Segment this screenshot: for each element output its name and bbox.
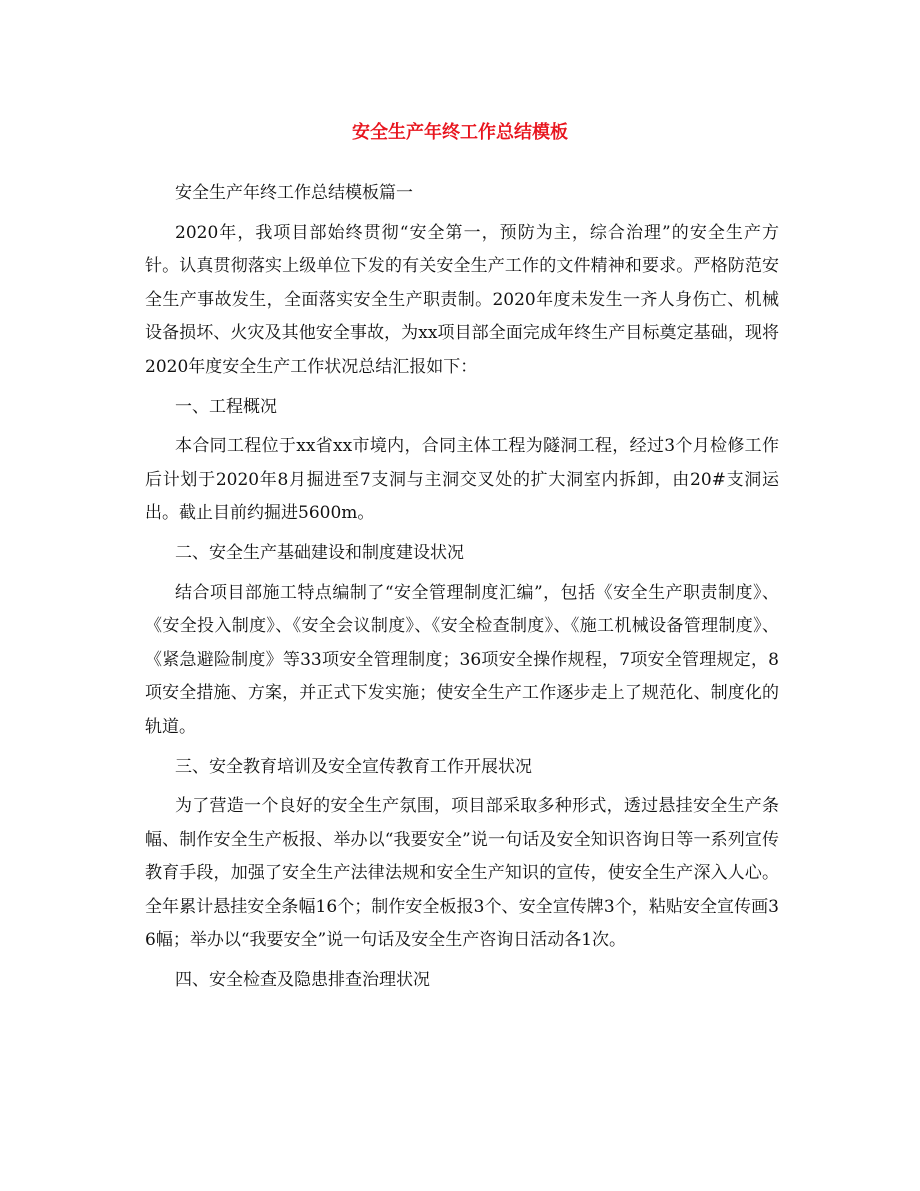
section-heading-part-one: 安全生产年终工作总结模板篇一 xyxy=(175,183,413,203)
document-title: 安全生产年终工作总结模板 xyxy=(352,122,568,143)
section-heading-project-overview: 一、工程概况 xyxy=(175,396,277,417)
intro-paragraph: 2020年，我项目部始终贯彻“安全第一，预防为主，综合治理”的安全生产方针。认真贯彻落实上级单位下发的有关安全生产工作的文件精神和要求。严格防范安全生产事故发生，全面落实安全生产职责制。2020年度未发生一齐人身伤亡、机械设备损坏、火灾及其他安全事故，为xx项目部全面完成年终生产目标奠定基础，现将2020年度安全生产工作状况总结汇报如下： xyxy=(145,222,779,377)
section-heading-safety-systems: 二、安全生产基础建设和制度建设状况 xyxy=(175,542,464,563)
safety-systems-paragraph: 结合项目部施工特点编制了“安全管理制度汇编”，包括《安全生产职责制度》、《安全投入制度》、《安全会议制度》、《安全检查制度》、《施工机械设备管理制度》、《紧急避险制度》等33项安全管理制度；36项安全操作规程，7项安全管理规定，8项安全措施、方案，并正式下发实施；使安全生产工作逐步走上了规范化、制度化的轨道。 xyxy=(145,582,779,737)
section-heading-safety-inspection: 四、安全检查及隐患排查治理状况 xyxy=(175,970,430,991)
safety-education-paragraph: 为了营造一个良好的安全生产氛围，项目部采取多种形式，透过悬挂安全生产条幅、制作安全生产板报、举办以“我要安全”说一句话及安全知识咨询日等一系列宣传教育手段，加强了安全生产法律法规和安全生产知识的宣传，使安全生产深入人心。全年累计悬挂安全条幅16个；制作安全板报3个、安全宣传牌3个，粘贴安全宣传画36幅；举办以“我要安全”说一句话及安全生产咨询日活动各1次。 xyxy=(145,796,779,951)
project-overview-paragraph: 本合同工程位于xx省xx市境内，合同主体工程为隧洞工程，经过3个月检修工作后计划于2020年8月掘进至7支洞与主洞交叉处的扩大洞室内拆卸，由20#支洞运出。截止目前约掘进5600m。 xyxy=(145,436,779,524)
section-heading-safety-education: 三、安全教育培训及安全宣传教育工作开展状况 xyxy=(175,756,532,777)
document-body xyxy=(145,177,779,1004)
